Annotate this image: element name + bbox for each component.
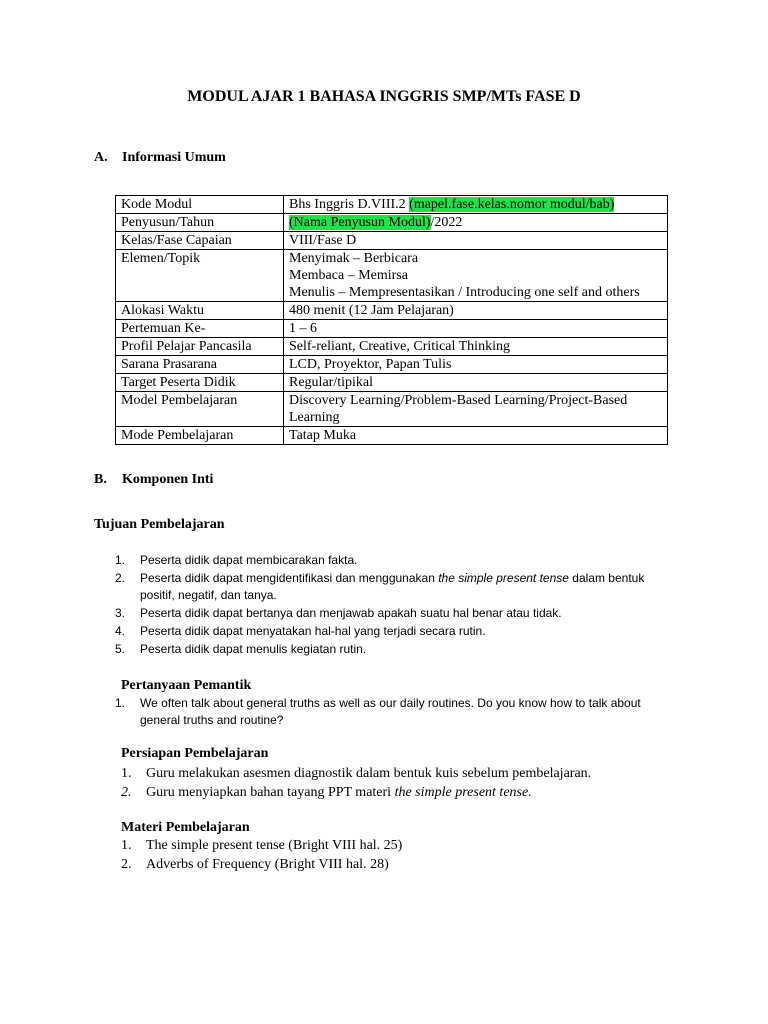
table-row	[116, 250, 668, 302]
list-item-text: Peserta didik dapat bertanya dan menjawab apakah suatu hal benar atau tidak.	[140, 606, 562, 620]
table-key: Alokasi Waktu	[116, 302, 284, 320]
table-value: 480 menit (12 Jam Pelajaran)	[284, 302, 668, 320]
list-item-text: We often talk about general truths as well as our daily routines. Do you know how to talk about general truths and routine?	[140, 696, 641, 727]
list-item-text: Guru melakukan asesmen diagnostik dalam bentuk kuis sebelum pembelajaran.	[146, 766, 592, 781]
table-value-line: Menyimak – Berbicara	[289, 251, 419, 266]
list-number: 1.	[121, 838, 132, 853]
list-item-text: Peserta didik dapat menulis kegiatan rutin.	[140, 642, 367, 656]
info-table	[115, 195, 668, 445]
list-number: 3.	[115, 606, 126, 620]
section-a-letter: A.	[94, 150, 108, 165]
table-key: Kode Modul	[116, 196, 284, 214]
tujuan-list	[115, 552, 675, 659]
table-value: LCD, Proyektor, Papan Tulis	[284, 356, 668, 374]
list-item	[115, 605, 675, 622]
list-item	[121, 784, 671, 802]
materi-heading: Materi Pembelajaran	[121, 820, 250, 835]
table-key: Elemen/Topik	[116, 250, 284, 302]
table-row	[116, 356, 668, 374]
table-key: Sarana Prasarana	[116, 356, 284, 374]
table-value: 1 – 6	[284, 320, 668, 338]
table-key: Profil Pelajar Pancasila	[116, 338, 284, 356]
table-value-line: Membaca – Memirsa	[289, 268, 408, 283]
section-b-letter: B.	[94, 472, 107, 487]
list-item	[121, 856, 671, 874]
list-item-emphasis: the simple present tense	[438, 571, 569, 585]
section-a-heading	[94, 150, 226, 166]
table-row	[116, 196, 668, 214]
section-b-heading	[94, 472, 213, 488]
table-row	[116, 320, 668, 338]
table-row	[116, 214, 668, 232]
list-item	[121, 765, 671, 783]
table-value	[284, 214, 668, 232]
list-number: 1.	[115, 553, 126, 567]
table-key: Pertemuan Ke-	[116, 320, 284, 338]
list-number: 2.	[121, 857, 132, 872]
highlighted-placeholder: (mapel.fase.kelas.nomor modul/bab)	[409, 197, 615, 212]
table-value: Tatap Muka	[284, 427, 668, 445]
pemantik-list	[115, 695, 665, 730]
section-a-title: Informasi Umum	[122, 150, 226, 165]
table-key: Target Peserta Didik	[116, 374, 284, 392]
list-number: 1.	[121, 766, 132, 781]
table-value-line: Menulis – Mempresentasikan / Introducing one self and others	[289, 285, 640, 300]
list-item-text: Guru menyiapkan bahan tayang PPT materi	[146, 785, 395, 800]
tujuan-heading: Tujuan Pembelajaran	[94, 517, 225, 532]
pemantik-heading: Pertanyaan Pemantik	[121, 678, 252, 693]
table-value: Self-reliant, Creative, Critical Thinking	[284, 338, 668, 356]
materi-list	[121, 837, 671, 875]
persiapan-heading: Persiapan Pembelajaran	[121, 746, 269, 761]
table-row	[116, 338, 668, 356]
table-value	[284, 250, 668, 302]
table-value	[284, 196, 668, 214]
list-number: 2.	[115, 571, 126, 585]
list-item-text: Peserta didik dapat membicarakan fakta.	[140, 553, 358, 567]
table-value-text: /2022	[430, 215, 463, 230]
document-title: MODUL AJAR 1 BAHASA INGGRIS SMP/MTs FASE D	[187, 88, 581, 105]
table-key: Penyusun/Tahun	[116, 214, 284, 232]
list-number: 2.	[121, 785, 132, 800]
table-value-text: Bhs Inggris D.VIII.2	[289, 197, 410, 212]
table-row	[116, 302, 668, 320]
persiapan-list	[121, 765, 671, 803]
list-item	[115, 695, 665, 729]
list-item-text: Adverbs of Frequency (Bright VIII hal. 28)	[146, 857, 389, 872]
list-number: 5.	[115, 642, 126, 656]
table-row	[116, 232, 668, 250]
table-row	[116, 374, 668, 392]
section-b-title: Komponen Inti	[122, 472, 214, 487]
table-value: Regular/tipikal	[284, 374, 668, 392]
list-item	[115, 552, 675, 569]
list-item-text: dalam bentuk positif, negatif, dan tanya.	[140, 571, 645, 602]
list-number: 1.	[115, 696, 126, 710]
list-item	[115, 623, 675, 640]
table-row	[116, 392, 668, 427]
table-value: VIII/Fase D	[284, 232, 668, 250]
list-item-text: The simple present tense (Bright VIII hal. 25)	[146, 838, 403, 853]
list-item	[121, 837, 671, 855]
list-item	[115, 570, 675, 604]
list-item-emphasis: the simple present tense.	[394, 785, 532, 800]
list-item	[115, 641, 675, 658]
list-number: 4.	[115, 624, 126, 638]
table-value: Discovery Learning/Problem-Based Learning/Project-Based Learning	[284, 392, 668, 427]
table-key: Mode Pembelajaran	[116, 427, 284, 445]
table-row	[116, 427, 668, 445]
list-item-text: Peserta didik dapat menyatakan hal-hal yang terjadi secara rutin.	[140, 624, 486, 638]
list-item-text: Peserta didik dapat mengidentifikasi dan menggunakan	[140, 571, 439, 585]
highlighted-placeholder: (Nama Penyusun Modul)	[289, 215, 431, 230]
table-key: Model Pembelajaran	[116, 392, 284, 427]
table-key: Kelas/Fase Capaian	[116, 232, 284, 250]
